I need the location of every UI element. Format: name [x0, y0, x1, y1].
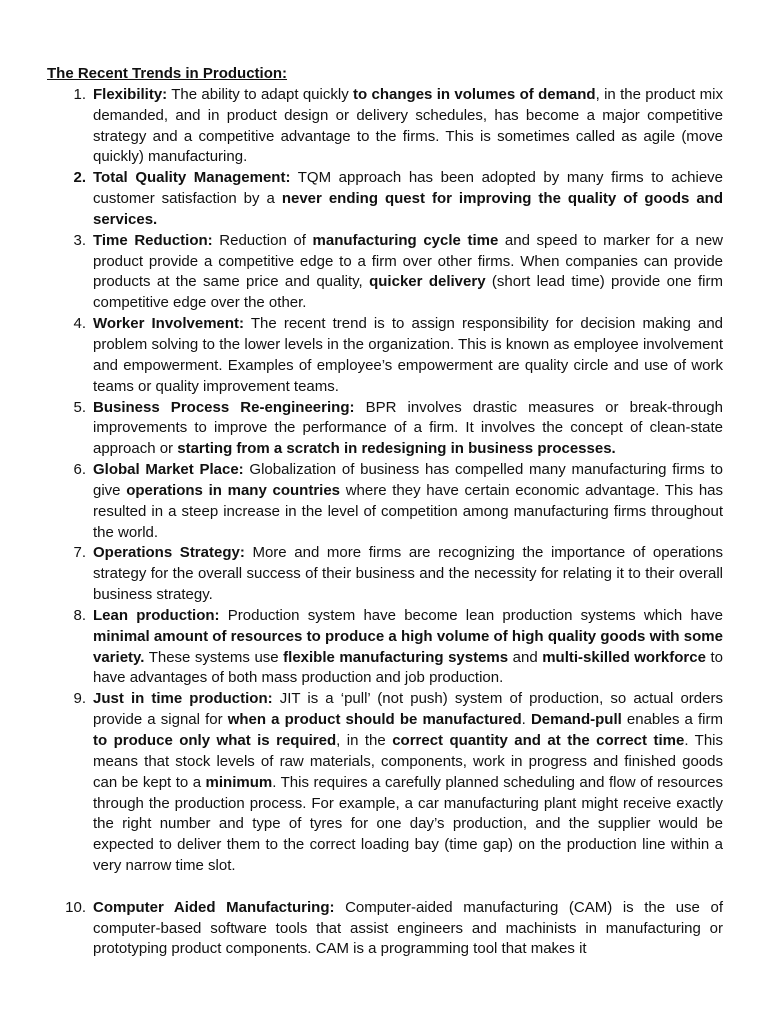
list-item — [47, 314, 723, 397]
text-run: The recent trend is to assign responsibility for decision making and problem solving to the lower levels in the organization. This is known as employee involvement and empowerment. Examples of employee’s empowerment are quality circle and use of work teams or quality improvement teams. — [93, 315, 723, 395]
item-text — [93, 231, 723, 314]
text-run: . This requires a carefully planned scheduling and flow of resources through the production process. For example, a car manufacturing plant might receive exactly the right number and type of tyres for one day’s production, and the supplier would be expected to deliver them to the correct loading bay (time gap) on the production line within a very narrow time slot. — [93, 773, 723, 875]
bold-phrase: flexible manufacturing systems — [283, 648, 509, 666]
list-item — [47, 689, 723, 877]
item-number: 5. — [73, 398, 86, 416]
text-run: and — [508, 648, 543, 666]
bold-phrase: to changes in volumes of demand — [353, 85, 596, 103]
text-run: enables a firm — [621, 711, 724, 729]
bold-phrase: starting from a scratch in redesigning in business processes. — [177, 440, 616, 458]
bold-phrase: Worker Involvement: — [93, 315, 245, 333]
bold-phrase: never ending quest for improving the quality of goods and services. — [93, 190, 723, 228]
text-run: These systems use — [144, 648, 284, 666]
item-number: 8. — [73, 606, 86, 624]
bold-phrase: Lean production: — [93, 606, 220, 624]
text-run: , in the — [336, 732, 393, 749]
item-text — [93, 314, 723, 397]
bold-phrase: multi-skilled workforce — [542, 648, 706, 666]
list-item — [47, 606, 723, 689]
bold-phrase: Just in time production: — [93, 690, 273, 708]
item-text — [93, 398, 723, 461]
list-item — [47, 398, 723, 461]
bold-phrase: manufacturing cycle time — [312, 231, 499, 249]
list-item — [47, 460, 723, 543]
bold-phrase: when a product should be manufactured — [227, 711, 522, 729]
bold-phrase: minimum — [205, 773, 273, 791]
item-number: 9. — [73, 690, 86, 708]
bold-phrase: operations in many countries — [126, 481, 341, 499]
item-text — [93, 606, 723, 689]
text-run: , in the product mix demanded, and in product design or delivery schedules, has become a major competitive strategy and a competitive advantage to the firms. This is sometimes called as agile (move quickly) manufacturing. — [93, 85, 723, 166]
item-number: 7. — [73, 544, 86, 562]
bold-phrase: Flexibility: — [93, 85, 168, 103]
text-run: TQM approach has been adopted by many firms to achieve customer satisfaction by a — [93, 169, 723, 208]
text-run: . This means that stock levels of raw materials, components, work in progress and finished goods can be kept to a — [93, 732, 723, 791]
text-run: Production system have become lean production systems which have — [219, 606, 724, 624]
document-page — [47, 64, 723, 960]
bold-phrase: Operations Strategy: — [93, 544, 245, 562]
text-run: The ability to adapt quickly — [167, 85, 354, 103]
bold-phrase: to produce only what is required — [93, 732, 337, 749]
text-run: Reduction of — [212, 231, 313, 249]
text-run: (short lead time) provide one firm competitive edge over the other. — [93, 273, 723, 312]
item-number: 1. — [73, 85, 86, 103]
bold-phrase: Total Quality Management: — [93, 169, 291, 187]
item-text — [93, 543, 723, 606]
list-item — [47, 85, 723, 168]
list-item — [47, 168, 723, 231]
text-run: BPR involves drastic measures or break-through improvements to improve the performance of a firm. It involves the concept of clean-state approach or — [93, 398, 723, 458]
list-item — [47, 898, 723, 961]
bold-phrase: Time Reduction: — [93, 231, 213, 249]
bold-phrase: Computer Aided Manufacturing: — [93, 898, 335, 916]
bold-phrase: Demand-pull — [530, 711, 622, 729]
text-run: to have advantages of both mass production and job production. — [93, 648, 723, 687]
item-text — [93, 898, 723, 961]
item-number: 3. — [73, 231, 86, 249]
item-number: 10. — [65, 898, 86, 916]
item-text — [93, 460, 723, 543]
bold-phrase: quicker delivery — [369, 273, 486, 291]
section-heading: The Recent Trends in Production: — [47, 65, 288, 82]
trends-list — [47, 85, 723, 960]
text-run: and speed to marker for a new product provide a competitive edge to a firm over other firms. When companies can provide products at the same price and quality, — [93, 231, 723, 291]
item-number: 6. — [73, 461, 86, 479]
bold-phrase: Global Market Place: — [93, 461, 244, 479]
bold-phrase: Business Process Re-engineering: — [93, 398, 355, 416]
item-number: 4. — [73, 315, 86, 333]
item-text — [93, 689, 723, 877]
text-run: Globalization of business has compelled many manufacturing firms to give — [93, 461, 723, 499]
list-item — [47, 543, 723, 606]
item-text — [93, 168, 723, 231]
text-run: More and more firms are recognizing the importance of operations strategy for the overall success of their business and the necessity for relating it to their overall business strategy. — [93, 544, 723, 604]
bold-phrase: correct quantity and at the correct time — [392, 732, 685, 749]
item-number: 2. — [73, 169, 86, 187]
text-run: where they have certain economic advantage. This has resulted in a steep increase in the level of competition among manufacturing firms throughout the world. — [93, 481, 723, 541]
bold-phrase: minimal amount of resources to produce a high volume of high quality goods with some variety. — [93, 627, 723, 666]
list-item — [47, 231, 723, 314]
text-run: JIT is a ‘pull’ (not push) system of production, so actual orders provide a signal for — [93, 690, 723, 729]
item-text — [93, 85, 723, 168]
text-run: . — [521, 711, 531, 729]
text-run: Computer-aided manufacturing (CAM) is the use of computer-based software tools that assist engineers and machinists in manufacturing or prototyping product components. CAM is a programming tool that makes it — [93, 898, 724, 958]
